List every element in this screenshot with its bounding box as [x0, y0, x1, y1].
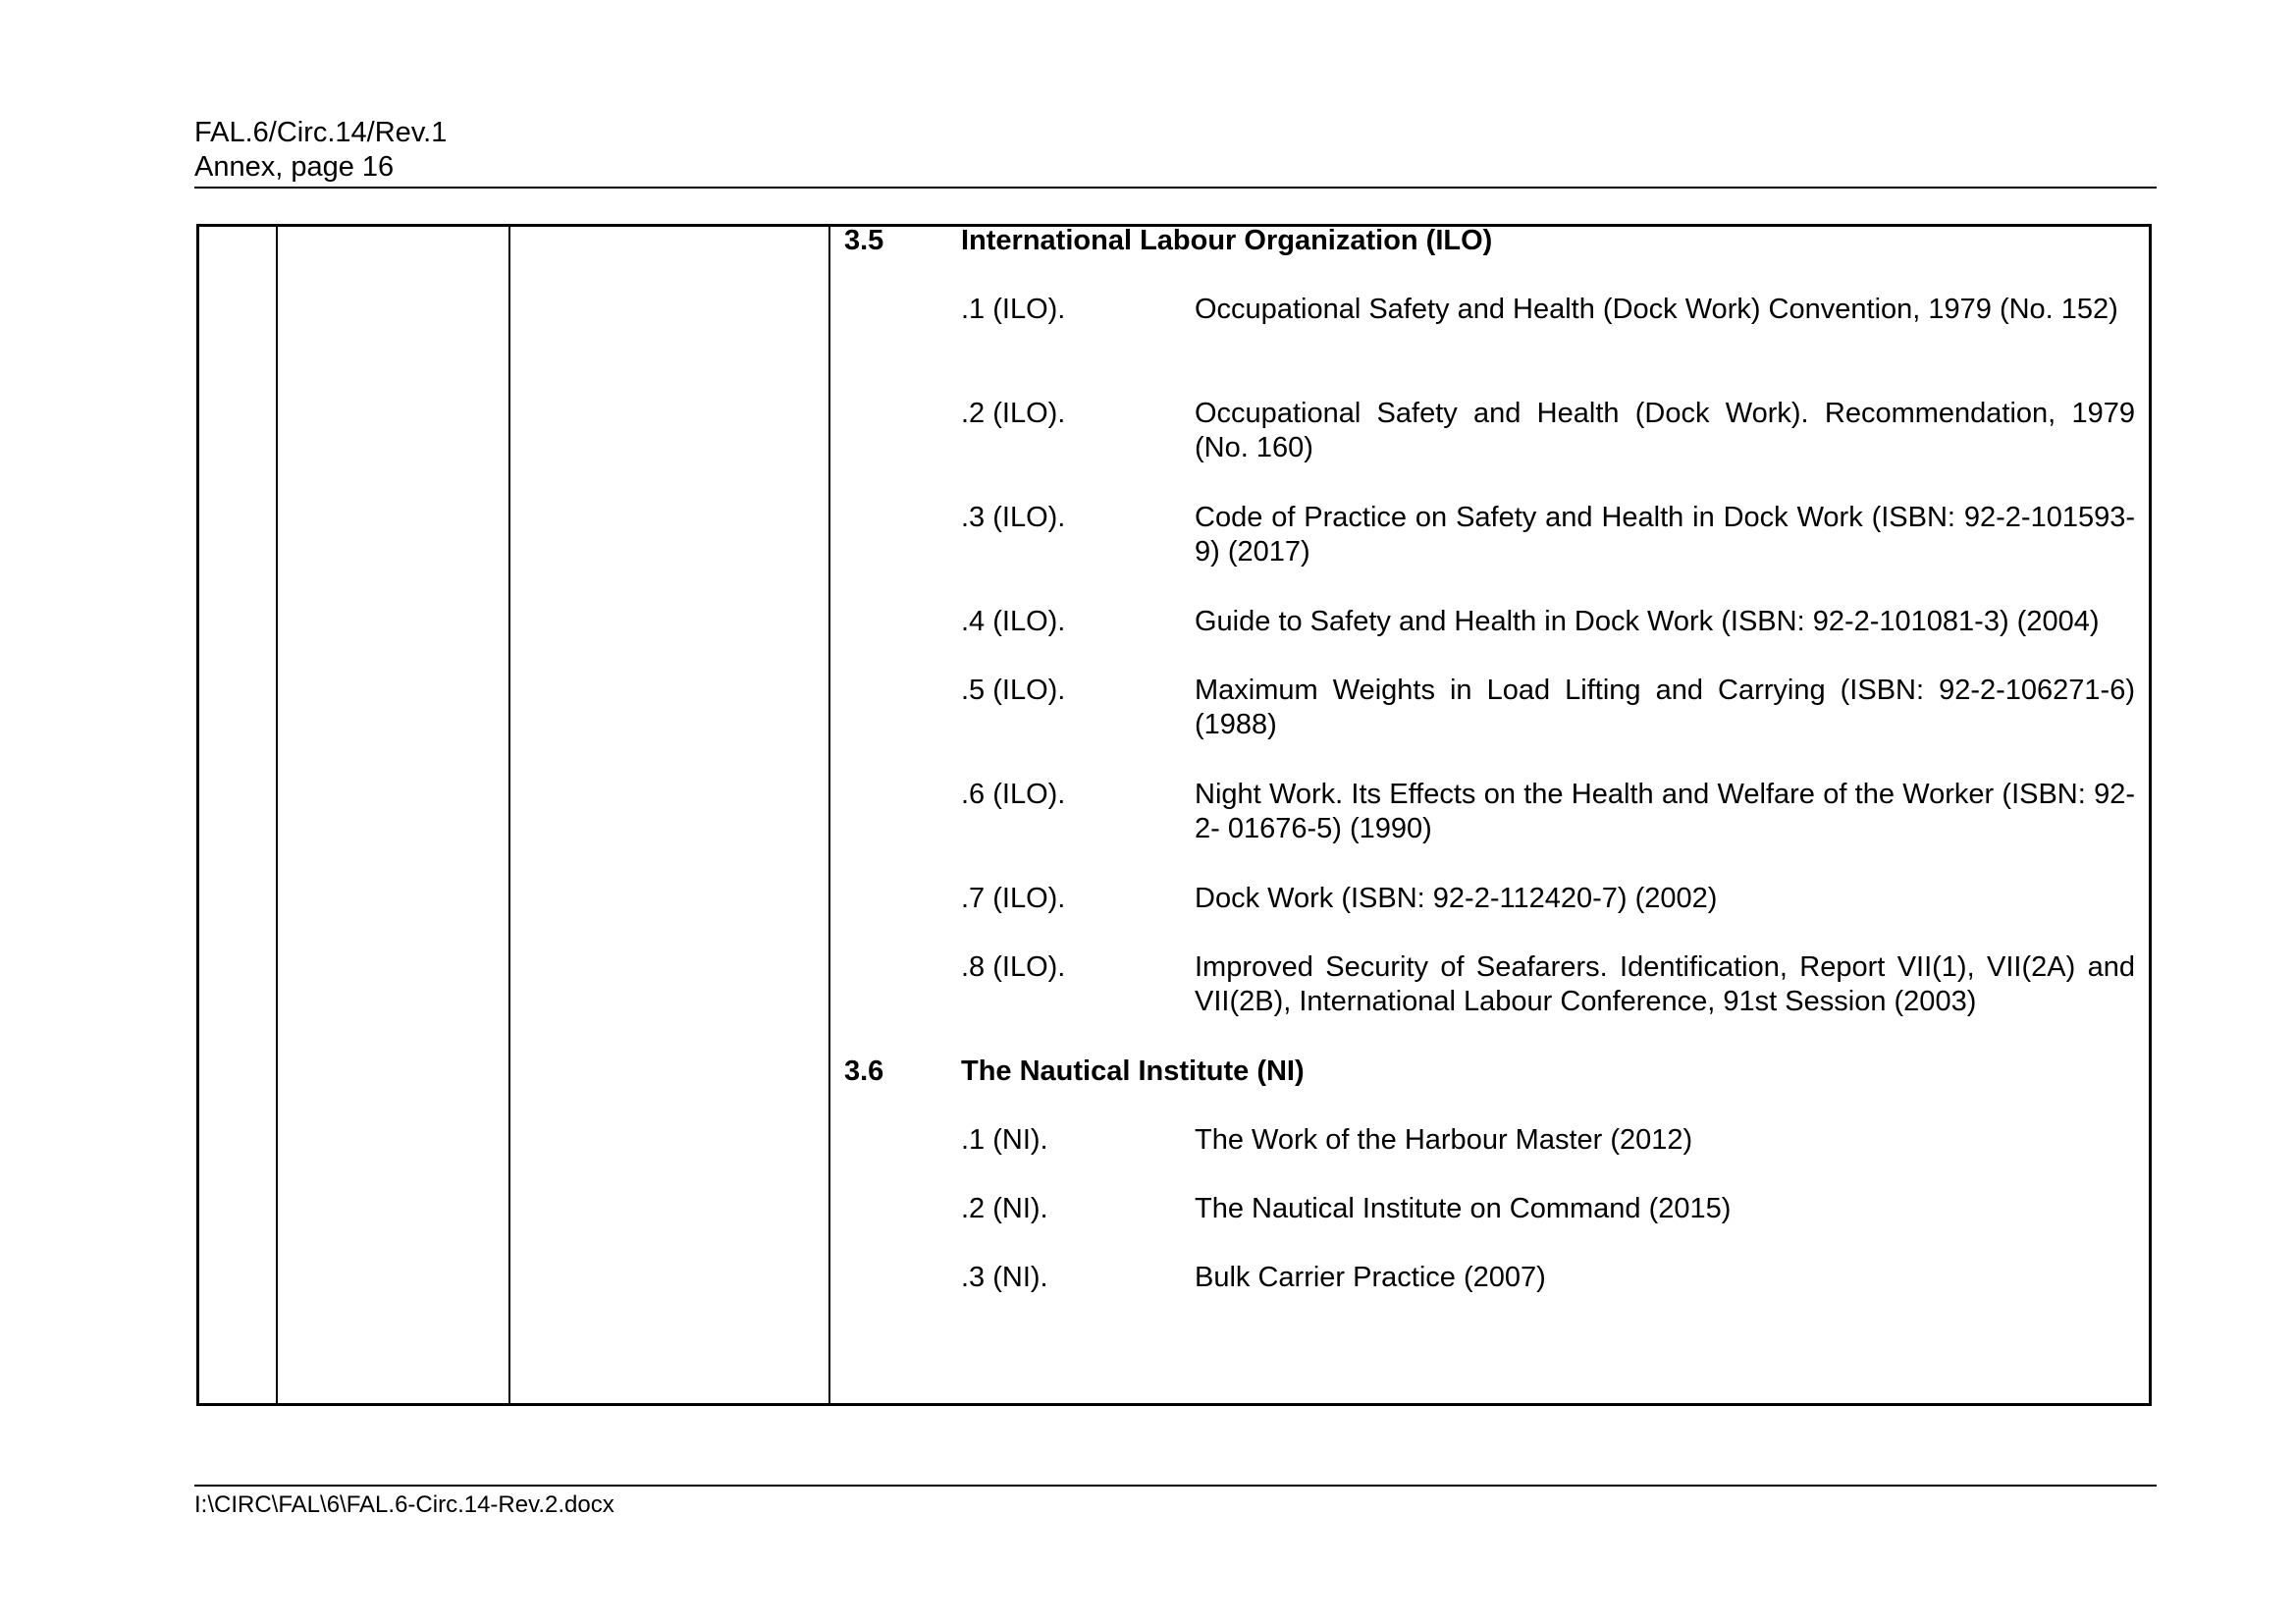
- item-text: Improved Security of Seafarers. Identification, Report VII(1), VII(2A) and VII(2B), International Labour Conference, 91st Session (2003): [1195, 951, 2135, 1017]
- document-reference: FAL.6/Circ.14/Rev.1: [194, 117, 448, 148]
- footer-divider: [194, 1485, 2157, 1487]
- item-number: .5 (ILO).: [961, 675, 1066, 706]
- header-divider: [194, 187, 2157, 189]
- item-number: .2 (ILO).: [961, 398, 1066, 429]
- column-divider-2: [508, 227, 510, 1403]
- footer-file-path: I:\CIRC\FAL\6\FAL.6-Circ.14-Rev.2.docx: [194, 1491, 614, 1518]
- item-number: .1 (NI).: [961, 1124, 1048, 1156]
- column-divider-1: [276, 227, 278, 1403]
- item-text: Guide to Safety and Health in Dock Work (ISBN: 92-2-101081-3) (2004): [1195, 606, 2100, 637]
- item-number: .7 (ILO).: [961, 883, 1066, 914]
- item-text: The Nautical Institute on Command (2015): [1195, 1193, 1732, 1224]
- page-number: Annex, page 16: [194, 151, 395, 183]
- item-number: .2 (NI).: [961, 1193, 1048, 1224]
- annex-table: [196, 224, 2152, 1406]
- item-text: Night Work. Its Effects on the Health and Welfare of the Worker (ISBN: 92-2- 01676-5) (1990): [1195, 779, 2135, 844]
- item-number: .4 (ILO).: [961, 606, 1066, 637]
- column-divider-3: [828, 227, 830, 1403]
- item-number: .3 (ILO).: [961, 502, 1066, 533]
- section-title: International Labour Organization (ILO): [961, 225, 1493, 256]
- item-number: .8 (ILO).: [961, 951, 1066, 983]
- item-text: Bulk Carrier Practice (2007): [1195, 1262, 1546, 1293]
- section-number: 3.6: [844, 1056, 884, 1087]
- item-text: Occupational Safety and Health (Dock Work) Convention, 1979 (No. 152): [1195, 294, 2118, 325]
- item-number: .6 (ILO).: [961, 779, 1066, 810]
- item-number: .3 (NI).: [961, 1262, 1048, 1293]
- item-text: Maximum Weights in Load Lifting and Carrying (ISBN: 92-2-106271-6) (1988): [1195, 675, 2135, 740]
- item-number: .1 (ILO).: [961, 294, 1066, 325]
- item-text: The Work of the Harbour Master (2012): [1195, 1124, 1693, 1156]
- item-text: Dock Work (ISBN: 92-2-112420-7) (2002): [1195, 883, 1718, 914]
- page-header: [194, 116, 447, 185]
- item-text: Code of Practice on Safety and Health in Dock Work (ISBN: 92-2-101593-9) (2017): [1195, 502, 2135, 568]
- section-title: The Nautical Institute (NI): [961, 1056, 1305, 1087]
- section-number: 3.5: [844, 225, 884, 256]
- item-text: Occupational Safety and Health (Dock Work). Recommendation, 1979 (No. 160): [1195, 398, 2135, 463]
